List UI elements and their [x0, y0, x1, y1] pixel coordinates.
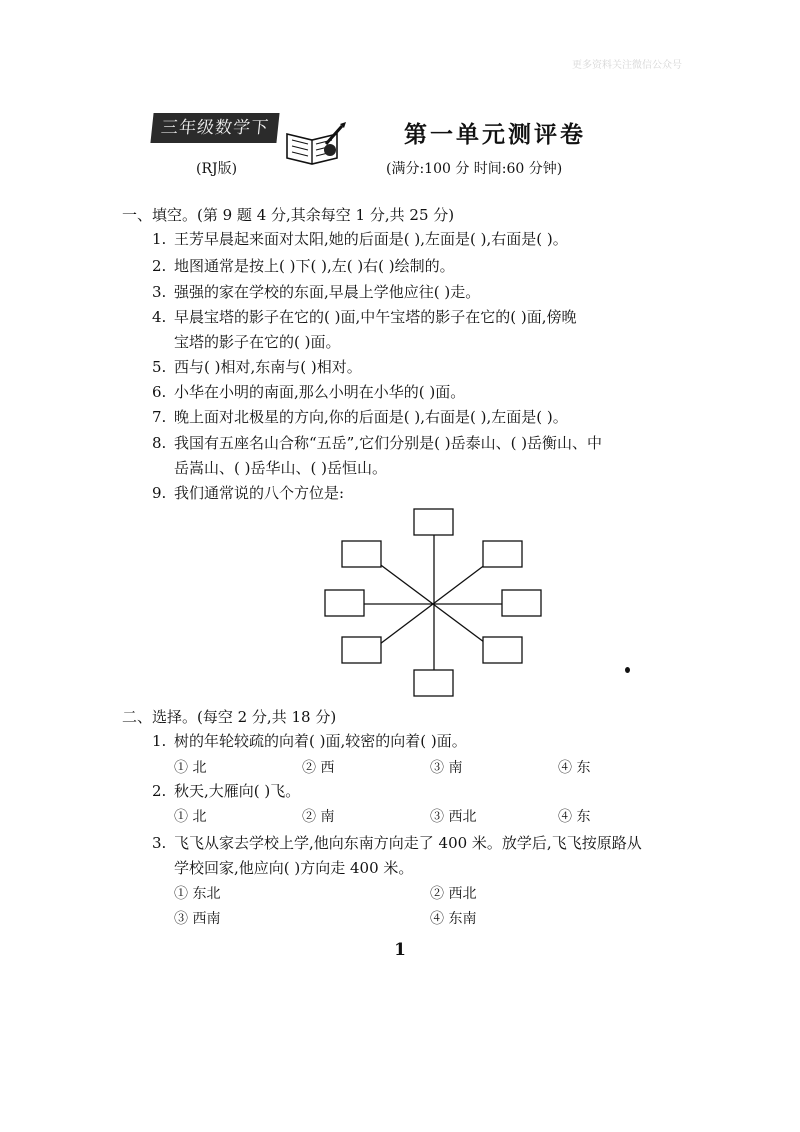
question-text: 小华在小明的南面,那么小明在小华的( )面。 — [174, 383, 466, 401]
answer-box-northwest — [342, 541, 381, 567]
question-number: 3. — [152, 834, 167, 852]
question-text: 晚上面对北极星的方向,你的后面是( ),右面是( ),左面是( )。 — [174, 408, 568, 426]
page-title: 第一单元测评卷 — [404, 121, 586, 148]
question-number: 4. — [152, 308, 167, 326]
question-1-7 — [152, 405, 568, 430]
question-number: 1. — [152, 230, 167, 248]
page-number: 1 — [394, 940, 406, 960]
question-1-6 — [152, 380, 465, 405]
question-text: 树的年轮较疏的向着( )面,较密的向着( )面。 — [174, 732, 467, 750]
edition-label: (RJ版) — [196, 161, 238, 177]
question-text: 我国有五座名山合称“五岳”,它们分别是( )岳泰山、( )岳衡山、中 — [174, 434, 603, 452]
option-d: ④ 东 — [558, 760, 591, 776]
option-d: ④ 东南 — [430, 911, 477, 927]
grade-badge: 三年级数学下 — [150, 113, 279, 143]
question-number: 1. — [152, 732, 167, 750]
question-text: 王芳早晨起来面对太阳,她的后面是( ),左面是( ),右面是( )。 — [174, 230, 568, 248]
answer-box-north — [414, 509, 453, 535]
answer-box-west — [325, 590, 364, 616]
question-text: 秋天,大雁向( )飞。 — [174, 782, 301, 800]
question-number: 6. — [152, 383, 167, 401]
question-number: 2. — [152, 782, 167, 800]
answer-box-northeast — [483, 541, 522, 567]
question-text: 早晨宝塔的影子在它的( )面,中午宝塔的影子在它的( )面,傍晚 — [174, 308, 577, 326]
answer-box-southeast — [483, 637, 522, 663]
question-1-9 — [152, 481, 344, 506]
watermark-text: 更多资料关注微信公众号 — [572, 60, 682, 71]
question-text: 飞飞从家去学校上学,他向东南方向走了 400 米。放学后,飞飞按原路从 — [174, 834, 642, 852]
option-b: ② 南 — [302, 809, 335, 825]
question-number: 2. — [152, 257, 167, 275]
question-text: 地图通常是按上( )下( ),左( )右( )绘制的。 — [174, 257, 455, 275]
option-b: ② 西北 — [430, 886, 477, 902]
option-a: ① 北 — [174, 809, 207, 825]
question-1-8 — [152, 431, 602, 481]
question-text: 我们通常说的八个方位是: — [174, 484, 345, 502]
answer-box-south — [414, 670, 453, 696]
question-1-5 — [152, 355, 362, 380]
answer-box-southwest — [342, 637, 381, 663]
option-a: ① 北 — [174, 760, 207, 776]
score-time-label: (满分:100 分 时间:60 分钟) — [386, 161, 563, 177]
question-1-2 — [152, 254, 455, 279]
answer-box-east — [502, 590, 541, 616]
option-a: ① 东北 — [174, 886, 221, 902]
option-b: ② 西 — [302, 760, 335, 776]
option-c: ③ 南 — [430, 760, 463, 776]
question-number: 7. — [152, 408, 167, 426]
question-1-3 — [152, 280, 480, 305]
question-number: 8. — [152, 434, 167, 452]
option-c: ③ 西南 — [174, 911, 221, 927]
ink-dot — [625, 667, 630, 673]
option-d: ④ 东 — [558, 809, 591, 825]
question-1-4 — [152, 305, 576, 355]
question-number: 9. — [152, 484, 167, 502]
eight-directions-diagram — [320, 505, 550, 700]
question-text-continued: 宝塔的影子在它的( )面。 — [174, 333, 341, 351]
question-number: 5. — [152, 358, 167, 376]
question-2-2 — [152, 779, 300, 804]
section-2-heading: 二、选择。(每空 2 分,共 18 分) — [122, 708, 337, 726]
question-number: 3. — [152, 283, 167, 301]
question-2-1 — [152, 729, 467, 754]
question-text-continued: 岳嵩山、( )岳华山、( )岳恒山。 — [174, 459, 387, 477]
question-2-3 — [152, 831, 642, 881]
question-text-continued: 学校回家,他应向( )方向走 400 米。 — [174, 859, 414, 877]
question-1-1 — [152, 227, 568, 252]
question-text: 强强的家在学校的东面,早晨上学他应往( )走。 — [174, 283, 481, 301]
section-1-heading: 一、填空。(第 9 题 4 分,其余每空 1 分,共 25 分) — [122, 206, 455, 224]
question-text: 西与( )相对,东南与( )相对。 — [174, 358, 362, 376]
option-c: ③ 西北 — [430, 809, 477, 825]
